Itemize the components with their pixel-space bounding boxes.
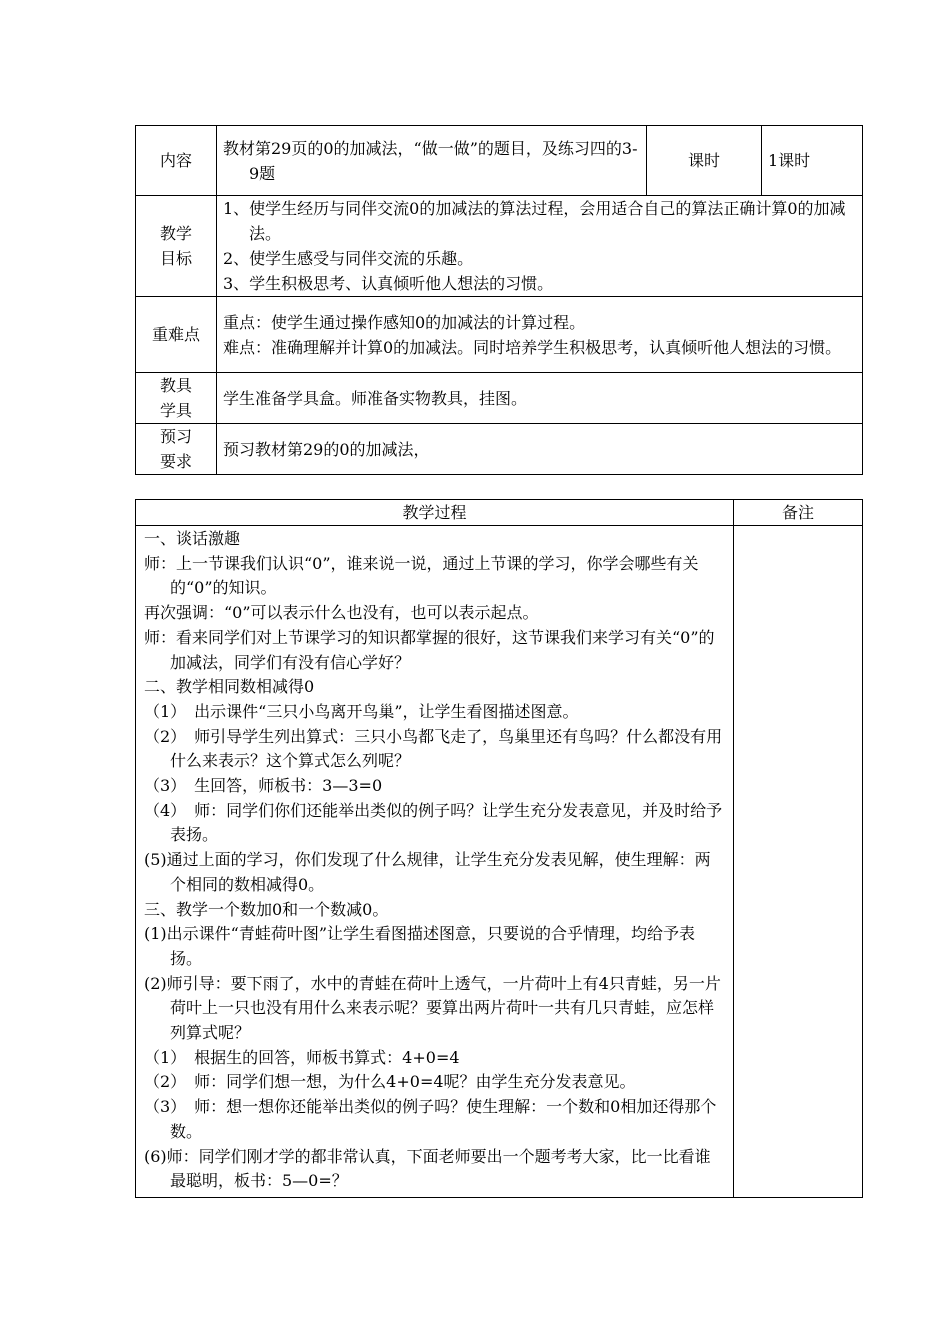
tools-text: 学生准备学具盒。师准备实物教具，挂图。: [217, 373, 863, 424]
key-focus: 重点：使学生通过操作感知0的加减法的计算过程。: [223, 312, 586, 332]
process-header-row: [136, 500, 863, 526]
process-line: （3） 师：想一想你还能举出类似的例子吗？使生理解：一个数和0相加还得那个数。: [144, 1097, 717, 1141]
preview-label: [136, 424, 217, 475]
key-points-row: [136, 297, 863, 373]
goals-content: [217, 196, 863, 297]
process-line: 三、教学一个数加0和一个数减0。: [144, 899, 389, 919]
process-line: 再次强调：“0”可以表示什么也没有，也可以表示起点。: [144, 603, 539, 623]
notes-header: 备注: [734, 500, 863, 526]
goals-row: [136, 196, 863, 297]
process-line: (2)师引导：要下雨了，水中的青蛙在荷叶上透气，一片荷叶上有4只青蛙，另一片荷叶上一只也没有用什么来表示呢？要算出两片荷叶一共有几只青蛙，应怎样列算式呢？: [144, 973, 721, 1043]
key-points-content: [217, 297, 863, 373]
process-line: (5)通过上面的学习，你们发现了什么规律，让学生充分发表见解，使生理解：两个相同的数相减得0。: [144, 850, 711, 894]
period-value: 1课时: [762, 126, 863, 196]
tools-row: [136, 373, 863, 424]
content-row: [136, 126, 863, 196]
goal-item: 3、学生积极思考、认真倾听他人想法的习惯。: [223, 274, 554, 293]
goals-label-text: 教学目标: [159, 224, 192, 268]
goal-item: 1、使学生经历与同伴交流0的加减法的算法过程，会用适合自己的算法正确计算0的加减法。: [223, 199, 846, 243]
goal-item: 2、使学生感受与同伴交流的乐趣。: [223, 249, 474, 268]
content-text: [217, 126, 647, 196]
process-line: (6)师：同学们刚才学的都非常认真，下面老师要出一个题考考大家，比一比看谁最聪明，板书：5—0=？: [144, 1146, 711, 1191]
period-label: 课时: [647, 126, 762, 196]
key-points-label: 重难点: [136, 297, 217, 373]
process-line: （2） 师：同学们想一想，为什么4+0=4呢？由学生充分发表意见。: [144, 1072, 636, 1092]
goals-label: [136, 196, 217, 297]
tools-label: [136, 373, 217, 424]
process-line: （2） 师引导学生列出算式：三只小鸟都飞走了，鸟巢里还有鸟吗？什么都没有用什么来表示？这个算式怎么列呢？: [144, 726, 723, 771]
process-line: 师：看来同学们对上节课学习的知识都掌握的很好，这节课我们来学习有关“0”的加减法，同学们有没有信心学好？: [144, 627, 715, 672]
process-line: （1） 根据生的回答，师板书算式：4+0=4: [144, 1047, 460, 1067]
process-body-row: [136, 526, 863, 1198]
process-line: （4） 师：同学们你们还能举出类似的例子吗？让学生充分发表意见，并及时给予表扬。: [144, 800, 723, 845]
tools-label-text: 教具学具: [159, 376, 192, 420]
content-label: 内容: [136, 126, 217, 196]
process-line: （3） 生回答，师板书：3—3=0: [144, 776, 383, 796]
key-difficulty: 难点：准确理解并计算0的加减法。同时培养学生积极思考，认真倾听他人想法的习惯。: [223, 337, 842, 357]
process-line: （1） 出示课件“三只小鸟离开鸟巢”，让学生看图描述图意。: [144, 701, 579, 721]
process-line: (1)出示课件“青蛙荷叶图”让学生看图描述图意，只要说的合乎情理，均给予表扬。: [144, 924, 696, 968]
process-line: 一、谈话激趣: [144, 529, 241, 548]
preview-row: [136, 424, 863, 475]
teaching-process-table: [135, 499, 863, 1198]
lesson-info-table: [135, 125, 863, 475]
preview-label-text: 预习要求: [159, 427, 192, 471]
preview-text: 预习教材第29的0的加减法，: [217, 424, 863, 475]
process-line: 二、教学相同数相减得0: [144, 677, 315, 697]
process-body: [136, 526, 734, 1198]
notes-cell: [734, 526, 863, 1198]
process-header: 教学过程: [136, 500, 734, 526]
content-text-para: 教材第29页的0的加减法，“做一做”的题目，及练习四的3-9题: [223, 138, 638, 183]
process-line: 师：上一节课我们认识“0”，谁来说一说，通过上节课的学习，你学会哪些有关的“0”的知识。: [144, 553, 699, 598]
